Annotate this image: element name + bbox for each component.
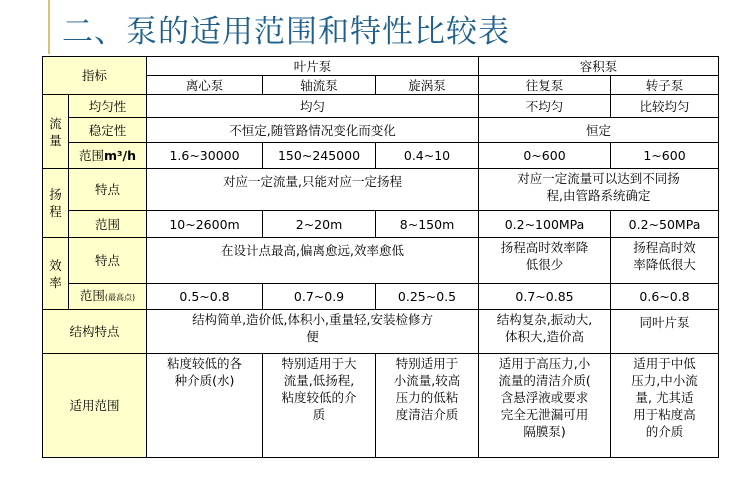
flow-uniformity-label: 均匀性 [69,95,147,118]
efficiency-label-char: 效 [49,257,62,273]
efficiency-feature-row [43,238,719,284]
page-title: 二、泵的适用范围和特性比较表 [62,14,510,50]
header-group-vane: 叶片泵 [147,57,479,76]
header-type-axial: 轴流泵 [263,76,376,95]
efficiency-range-rotary: 0.6~0.8 [611,284,719,310]
head-group-label [43,169,69,238]
header-indicator: 指标 [43,57,147,95]
flow-range-centrifugal: 1.6~30000 [147,143,263,169]
efficiency-range-label-main: 范围 [79,288,105,303]
efficiency-feature-rotary [611,238,719,284]
header-type-reciprocating: 往复泵 [479,76,611,95]
text-line: 的介质 [645,424,684,439]
flow-label-char: 量 [49,132,62,148]
text-line: 粘度较低的介 [281,390,357,405]
head-range-row [43,211,719,238]
flow-stability-row [43,118,719,143]
header-type-rotary: 转子泵 [611,76,719,95]
flow-group-label [43,95,69,169]
text-line: 种介质(水) [174,373,235,388]
text-line: 结构简单,造价低,体积小,重量轻,安装检修方 [192,312,433,327]
text-line: 含悬浮液或要求 [500,390,589,405]
flow-uniformity-vane: 均匀 [147,95,479,118]
pump-comparison-table [42,56,719,458]
flow-range-label-unit: m³/h [104,148,136,163]
text-line: 度清洁介质 [395,407,459,422]
flow-range-axial: 150~245000 [263,143,376,169]
text-line: 压力,中小流 [631,373,698,388]
text-line: 小流量,较高 [393,373,461,388]
header-type-vortex: 旋涡泵 [376,76,479,95]
head-feature-positive [479,169,719,211]
text-line: 程,由管路系统确定 [546,188,651,203]
application-label: 适用范围 [43,354,147,458]
application-reciprocating [479,354,611,458]
head-label-char: 扬 [49,187,62,202]
text-line: 特别适用于大 [281,356,357,371]
flow-label-char: 流 [49,115,62,131]
efficiency-range-label-note: (最高点) [104,293,136,302]
efficiency-range-vortex: 0.25~0.5 [376,284,479,310]
text-line: 隔膜泵) [523,424,566,439]
text-line: 量, 尤其适 [635,390,694,405]
head-range-reciprocating: 0.2~100MPa [479,211,611,238]
text-line: 对应一定流量可以达到不同扬 [517,171,680,186]
head-feature-vane: 对应一定流量,只能对应一定扬程 [147,169,479,211]
header-row-groups [43,57,719,76]
efficiency-range-axial: 0.7~0.9 [263,284,376,310]
application-row [43,354,719,458]
head-range-rotary: 0.2~50MPa [611,211,719,238]
head-feature-row [43,169,719,211]
head-range-axial: 2~20m [263,211,376,238]
text-line: 扬程高时效率降 [500,240,589,255]
structure-reciprocating [479,310,611,354]
efficiency-group-label [43,238,69,310]
text-line: 结构复杂,振动大, [496,312,593,327]
title-bar [0,0,738,56]
text-line: 扬程高时效 [633,240,696,255]
application-axial [263,354,376,458]
structure-rotary: 同叶片泵 [611,310,719,354]
flow-uniformity-reciprocating: 不均匀 [479,95,611,118]
flow-stability-positive: 恒定 [479,118,719,143]
text-line: 适用于中低 [633,356,696,371]
structure-row [43,310,719,354]
head-range-centrifugal: 10~2600m [147,211,263,238]
application-centrifugal [147,354,263,458]
flow-stability-vane: 不恒定,随管路情况变化而变化 [147,118,479,143]
efficiency-label-char: 率 [49,274,62,290]
text-line: 率降低很大 [633,257,696,272]
efficiency-feature-vane: 在设计点最高,偏离愈远,效率愈低 [147,238,479,284]
efficiency-range-centrifugal: 0.5~0.8 [147,284,263,310]
text-line: 粘度较低的各 [167,356,243,371]
flow-range-rotary: 1~600 [611,143,719,169]
text-line: 完全无泄漏可用 [500,407,589,422]
flow-uniformity-rotary: 比较均匀 [611,95,719,118]
head-range-vortex: 8~150m [376,211,479,238]
header-type-centrifugal: 离心泵 [147,76,263,95]
text-line: 体积大,造价高 [505,329,584,344]
text-line: 流量的清洁介质( [498,373,591,388]
text-line: 便 [306,329,319,344]
efficiency-feature-label: 特点 [69,238,147,284]
efficiency-range-label [69,284,147,310]
text-line: 适用于高压力,小 [498,356,591,371]
text-line: 特别适用于 [395,356,459,371]
application-vortex [376,354,479,458]
flow-range-label [69,143,147,169]
title-accent-line [48,0,50,54]
flow-range-reciprocating: 0~600 [479,143,611,169]
structure-label: 结构特点 [43,310,147,354]
text-line: 质 [312,407,326,422]
flow-stability-label: 稳定性 [69,118,147,143]
efficiency-range-row [43,284,719,310]
flow-uniformity-row [43,95,719,118]
efficiency-feature-reciprocating [479,238,611,284]
flow-range-row [43,143,719,169]
head-label-char: 程 [49,204,62,219]
application-rotary [611,354,719,458]
flow-range-label-main: 范围 [79,148,105,163]
text-line: 低很少 [525,257,564,272]
text-line: 压力的低粘 [395,390,459,405]
header-group-positive: 容积泵 [479,57,719,76]
structure-vane [147,310,479,354]
text-line: 流量,低扬程, [283,373,355,388]
flow-range-vortex: 0.4~10 [376,143,479,169]
efficiency-range-reciprocating: 0.7~0.85 [479,284,611,310]
head-range-label: 范围 [69,211,147,238]
text-line: 用于粘度高 [633,407,696,422]
head-feature-label: 特点 [69,169,147,211]
